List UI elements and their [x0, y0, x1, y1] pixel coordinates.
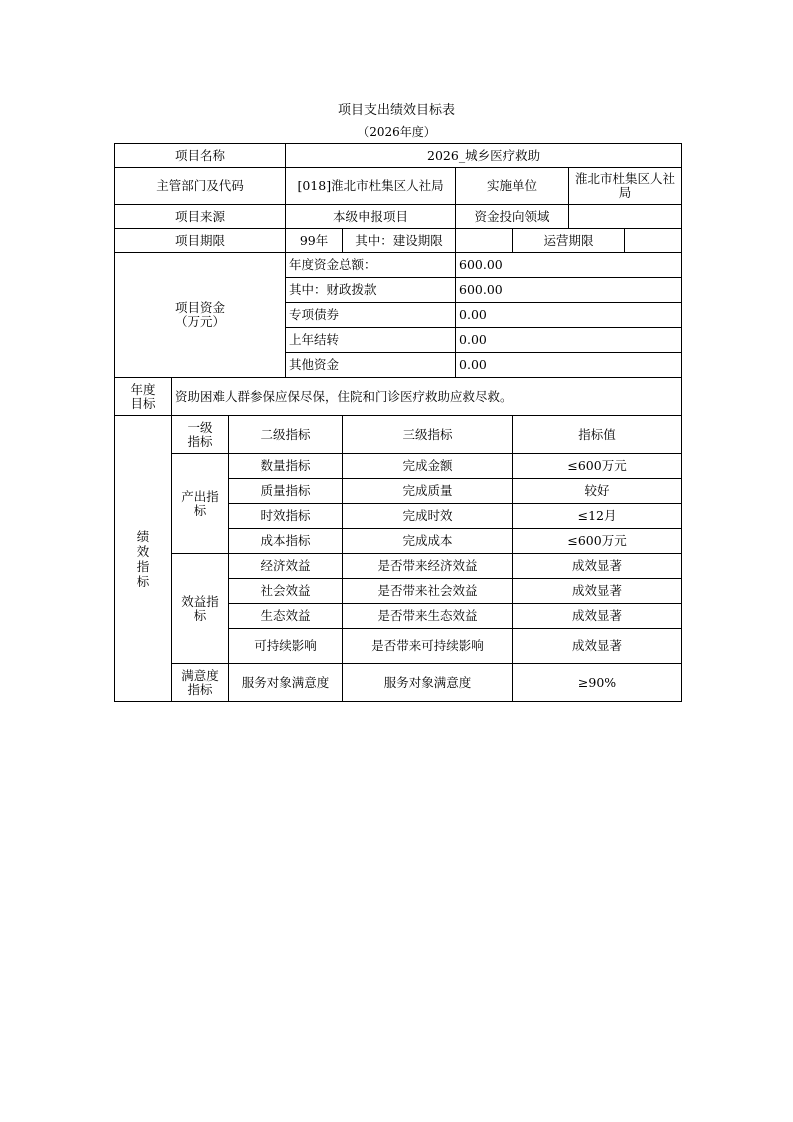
dept-value: [018]淮北市杜集区人社局 — [286, 168, 456, 205]
funds-label-line2: （万元） — [175, 314, 226, 329]
period-row — [115, 229, 682, 253]
period-value: 99年 — [286, 229, 343, 253]
output-indicator-label — [172, 454, 229, 554]
operate-value — [625, 229, 682, 253]
funds-label — [115, 253, 286, 378]
level2-cell: 服务对象满意度 — [229, 664, 343, 702]
satisfaction-label-line2: 指标 — [187, 681, 213, 697]
benefit-label-line1: 效益指 — [181, 593, 219, 609]
level1-header — [172, 416, 229, 454]
funds-label-line1: 项目资金 — [175, 300, 226, 315]
indicator-row — [115, 554, 682, 579]
goal-label-line2: 目标 — [130, 395, 156, 411]
output-label-line1: 产出指 — [181, 488, 219, 504]
indicator-row — [115, 454, 682, 479]
value-cell: 成效显著 — [513, 554, 682, 579]
impl-value: 淮北市杜集区人社局 — [569, 168, 682, 205]
indicator-section-char: 绩 — [136, 528, 150, 544]
satisfaction-label-line1: 满意度 — [181, 667, 219, 683]
project-name-label: 项目名称 — [115, 144, 286, 168]
indicator-section-char: 指 — [136, 558, 150, 574]
level2-cell: 成本指标 — [229, 529, 343, 554]
goal-label-line1: 年度 — [130, 381, 156, 397]
satisfaction-indicator-label — [172, 664, 229, 702]
value-cell: 成效显著 — [513, 604, 682, 629]
operate-label: 运营期限 — [513, 229, 625, 253]
source-label: 项目来源 — [115, 205, 286, 229]
goal-text: 资助困难人群参保应保尽保，住院和门诊医疗救助应救尽救。 — [172, 378, 682, 416]
direction-label: 资金投向领域 — [456, 205, 569, 229]
indicator-section-char: 标 — [136, 573, 150, 589]
indicator-section-char: 效 — [136, 543, 150, 559]
level2-cell: 社会效益 — [229, 579, 343, 604]
level3-header: 三级指标 — [343, 416, 513, 454]
source-value: 本级申报项目 — [286, 205, 456, 229]
level2-cell: 经济效益 — [229, 554, 343, 579]
goal-label — [115, 378, 172, 416]
dept-row — [115, 168, 682, 205]
page-subtitle: （2026年度） — [357, 125, 436, 139]
project-name-value: 2026_城乡医疗救助 — [286, 144, 682, 168]
level3-cell: 是否带来社会效益 — [343, 579, 513, 604]
goal-row — [115, 378, 682, 416]
indicator-row — [115, 664, 682, 702]
level3-cell: 完成质量 — [343, 479, 513, 504]
benefit-indicator-label — [172, 554, 229, 664]
level2-cell: 数量指标 — [229, 454, 343, 479]
source-row — [115, 205, 682, 229]
funds-item-value: 600.00 — [456, 278, 682, 303]
build-label: 其中：建设期限 — [343, 229, 456, 253]
funds-item-value: 600.00 — [456, 253, 682, 278]
benefit-label-line2: 标 — [193, 607, 207, 623]
funds-row — [115, 253, 682, 278]
value-header: 指标值 — [513, 416, 682, 454]
level3-cell: 服务对象满意度 — [343, 664, 513, 702]
level3-cell: 完成成本 — [343, 529, 513, 554]
level3-cell: 是否带来经济效益 — [343, 554, 513, 579]
funds-item-value: 0.00 — [456, 303, 682, 328]
value-cell: ≥90% — [513, 664, 682, 702]
value-cell: 成效显著 — [513, 579, 682, 604]
value-cell: ≤12月 — [513, 504, 682, 529]
level1-header-line2: 指标 — [187, 433, 213, 449]
level3-cell: 是否带来可持续影响 — [343, 629, 513, 664]
funds-item-label: 上年结转 — [286, 328, 456, 353]
funds-item-value: 0.00 — [456, 328, 682, 353]
value-cell: 成效显著 — [513, 629, 682, 664]
funds-item-label: 专项债券 — [286, 303, 456, 328]
level2-header: 二级指标 — [229, 416, 343, 454]
impl-label: 实施单位 — [456, 168, 569, 205]
direction-value — [569, 205, 682, 229]
level3-cell: 是否带来生态效益 — [343, 604, 513, 629]
level3-cell: 完成金额 — [343, 454, 513, 479]
dept-label: 主管部门及代码 — [115, 168, 286, 205]
funds-item-label: 其他资金 — [286, 353, 456, 378]
level2-cell: 可持续影响 — [229, 629, 343, 664]
funds-item-value: 0.00 — [456, 353, 682, 378]
level1-header-line1: 一级 — [187, 419, 213, 435]
value-cell: ≤600万元 — [513, 454, 682, 479]
period-label: 项目期限 — [115, 229, 286, 253]
page-title: 项目支出绩效目标表 — [337, 103, 455, 118]
build-value — [456, 229, 513, 253]
value-cell: 较好 — [513, 479, 682, 504]
output-label-line2: 标 — [193, 502, 207, 518]
indicator-header-row — [115, 416, 682, 454]
level2-cell: 时效指标 — [229, 504, 343, 529]
performance-target-table — [114, 143, 682, 702]
level2-cell: 生态效益 — [229, 604, 343, 629]
funds-item-label: 年度资金总额： — [286, 253, 456, 278]
project-name-row — [115, 144, 682, 168]
level2-cell: 质量指标 — [229, 479, 343, 504]
funds-item-label: 其中：财政拨款 — [286, 278, 456, 303]
level3-cell: 完成时效 — [343, 504, 513, 529]
value-cell: ≤600万元 — [513, 529, 682, 554]
indicator-section-label — [115, 416, 172, 702]
